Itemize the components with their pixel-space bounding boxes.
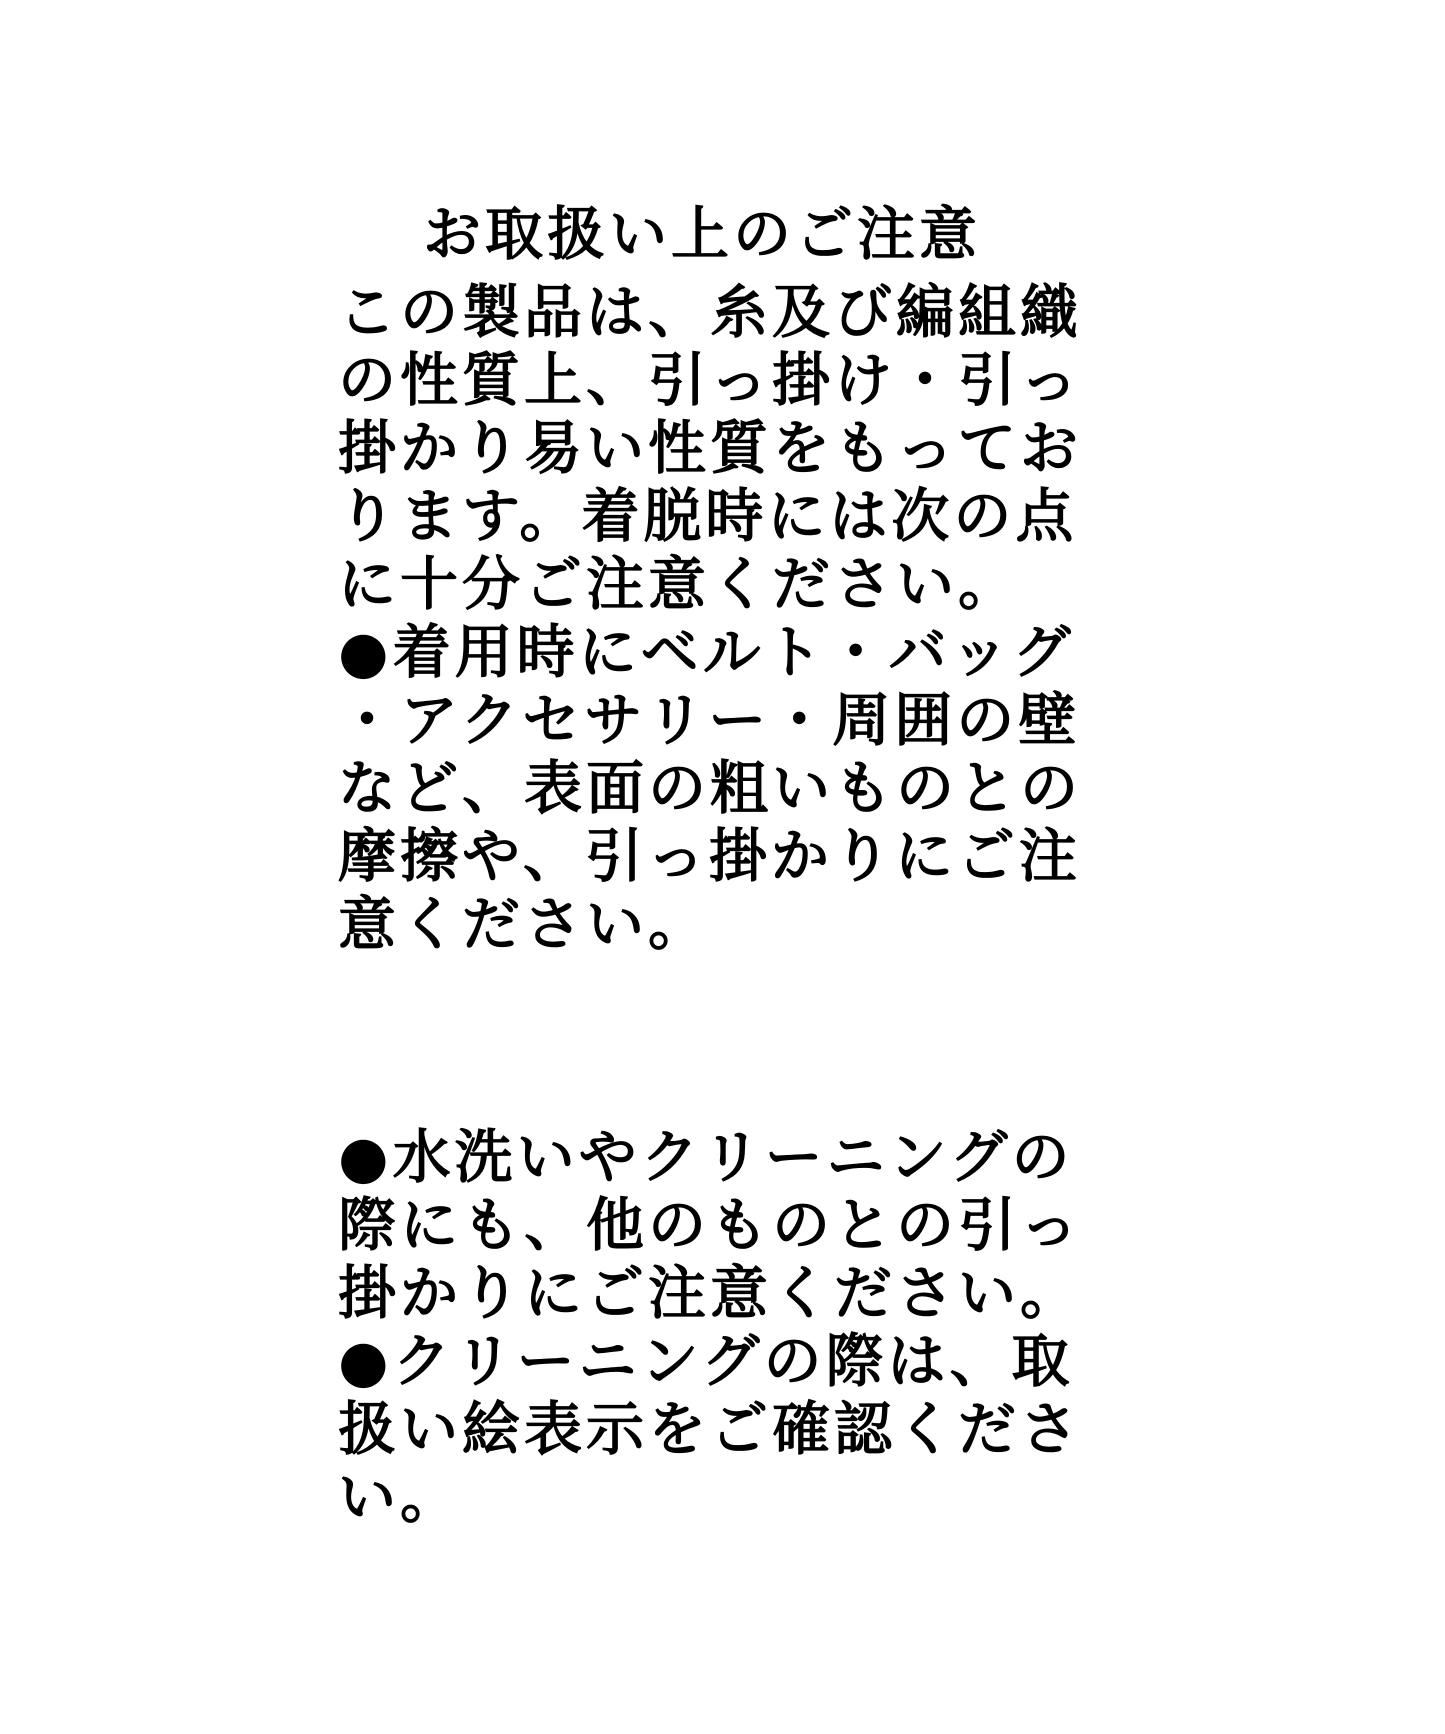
notice-line: 摩擦や、引っ掛かりにご注 (338, 822, 1081, 890)
notice-section-precautions (338, 278, 1128, 958)
notice-section-washing (338, 1123, 1128, 1531)
notice-line-bullet-wear: ●着用時にベルト・バッグ (338, 618, 1075, 686)
notice-line-bullet-wash: ●水洗いやクリーニングの (338, 1123, 1074, 1191)
notice-line: など、表面の粗いものとの (338, 754, 1083, 822)
notice-line: の性質上、引っ掛け・引っ (338, 346, 1083, 414)
care-instructions-label (338, 200, 1128, 1531)
notice-line: 掛かり易い性質をもってお (338, 414, 1083, 482)
notice-line: 掛かりにご注意ください。 (338, 1259, 1083, 1327)
notice-line: い。 (338, 1463, 463, 1531)
notice-line: に十分ご注意ください。 (338, 550, 1021, 618)
notice-line: ・アクセサリー・周囲の壁 (338, 686, 1081, 754)
notice-line: 扱い絵表示をご確認くださ (338, 1395, 1083, 1463)
notice-line-bullet-cleaning: ●クリーニングの際は、取 (338, 1327, 1074, 1395)
notice-line: この製品は、糸及び編組織 (338, 278, 1083, 346)
notice-line: 意ください。 (338, 890, 711, 958)
notice-line: 際にも、他のものとの引っ (338, 1191, 1083, 1259)
section-gap (338, 958, 1128, 1123)
notice-line: ります。着脱時には次の点 (338, 482, 1078, 550)
notice-title: お取扱い上のご注意 (423, 200, 982, 268)
